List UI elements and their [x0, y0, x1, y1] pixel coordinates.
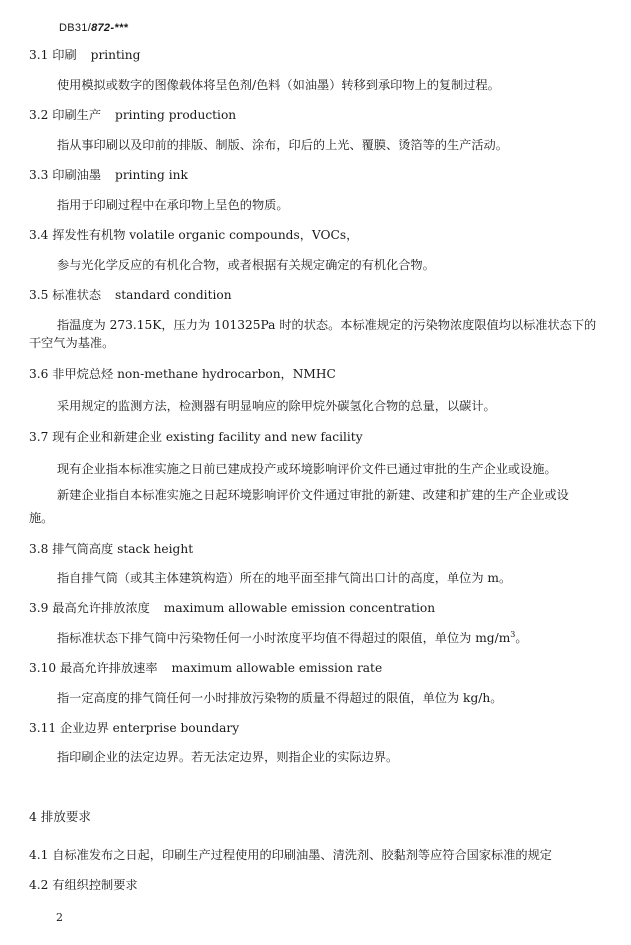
definition-text: 指印刷企业的法定边界。若无法定边界，则指企业的实际边界。: [57, 750, 399, 764]
term-en: maximum allowable emission rate: [171, 661, 383, 675]
term-heading: [29, 601, 435, 616]
definition-text: 使用模拟或数字的图像载体将呈色剂/色料（如油墨）转移到承印物上的复制过程。: [57, 78, 500, 92]
term-en: printing production: [115, 108, 237, 122]
clause-heading: 4.2 有组织控制要求: [29, 878, 138, 892]
term-zh: 印刷生产: [52, 108, 102, 122]
term-zh: 企业边界: [60, 721, 109, 735]
definition-text: 指用于印刷过程中在承印物上呈色的物质。: [57, 198, 289, 212]
term-heading: [29, 228, 358, 243]
term-zh: 挥发性有机物: [52, 228, 126, 242]
term-number: 3.7: [29, 430, 49, 444]
term-number: 3.4: [29, 228, 49, 242]
term-heading: [29, 288, 232, 303]
term-zh: 非甲烷总烃: [52, 367, 114, 381]
clause-text: 4.1 自标准发布之日起，印刷生产过程使用的印刷油墨、清洗剂、胶黏剂等应符合国家标准的规定: [29, 848, 552, 862]
term-number: 3.5: [29, 288, 49, 302]
term-zh: 印刷: [52, 48, 77, 62]
definition-text: 参与光化学反应的有机化合物，或者根据有关规定确定的有机化合物。: [57, 258, 435, 272]
term-en: enterprise boundary: [112, 721, 240, 735]
definition-text: 指温度为 273.15K，压力为 101325Pa 时的状态。本标准规定的污染物浓度限值均以标准状态下的: [57, 318, 597, 332]
page-number: 2: [56, 911, 63, 924]
standard-prefix: DB31/: [59, 22, 92, 34]
term-number: 3.6: [29, 367, 49, 381]
term-zh: 排气筒高度: [52, 542, 114, 556]
term-en: existing facility and new facility: [165, 430, 363, 444]
document-header: [59, 22, 128, 34]
section-heading: 4 排放要求: [29, 809, 91, 824]
term-heading: [29, 661, 382, 676]
definition-text-continued: 干空气为基准。: [29, 336, 115, 350]
term-zh: 现有企业和新建企业: [52, 430, 162, 444]
unit-superscript: 3: [510, 629, 516, 639]
term-zh: 印刷油墨: [52, 168, 102, 182]
term-heading: [29, 108, 236, 123]
term-heading: [29, 48, 140, 63]
definition-text: 现有企业指本标准实施之日前已建成投产或环境影响评价文件已通过审批的生产企业或设施。: [57, 462, 557, 476]
term-number: 3.9: [29, 601, 49, 615]
term-zh: 标准状态: [52, 288, 102, 302]
term-heading: [29, 367, 336, 382]
term-number: 3.2: [29, 108, 49, 122]
term-number: 3.11: [29, 721, 57, 735]
definition-text: 采用规定的监测方法，检测器有明显响应的除甲烷外碳氢化合物的总量，以碳计。: [57, 399, 496, 413]
term-heading: [29, 430, 363, 445]
definition-text: 指一定高度的排气筒任何一小时排放污染物的质量不得超过的限值，单位为 kg/h。: [57, 691, 503, 705]
term-en: stack height: [117, 542, 194, 556]
definition-body: 指标准状态下排气筒中污染物任何一小时浓度平均值不得超过的限值，单位为 mg/m: [57, 631, 511, 645]
term-en: printing: [90, 48, 141, 62]
term-heading: [29, 168, 188, 183]
term-en: maximum allowable emission concentration: [163, 601, 436, 615]
term-zh: 最高允许排放浓度: [52, 601, 150, 615]
term-heading: [29, 542, 193, 557]
standard-code: 872-***: [91, 22, 129, 34]
definition-text: 新建企业指自本标准实施之日起环境影响评价文件通过审批的新建、改建和扩建的生产企业或设: [57, 488, 569, 502]
term-number: 3.3: [29, 168, 49, 182]
definition-text: [57, 631, 528, 646]
term-en: printing ink: [115, 168, 188, 182]
term-en: non-methane hydrocarbon，NMHC: [117, 367, 336, 381]
term-number: 3.10: [29, 661, 57, 675]
term-en: standard condition: [115, 288, 232, 302]
definition-end: 。: [515, 631, 528, 645]
definition-text-continued: 施。: [29, 511, 54, 525]
definition-text: 指自排气筒（或其主体建筑构造）所在的地平面至排气筒出口计的高度，单位为 m。: [57, 571, 512, 585]
definition-text: 指从事印刷以及印前的排版、制版、涂布，印后的上光、覆膜、烫箔等的生产活动。: [57, 138, 508, 152]
term-number: 3.1: [29, 48, 49, 62]
term-number: 3.8: [29, 542, 49, 556]
term-zh: 最高允许排放速率: [60, 661, 158, 675]
term-heading: [29, 721, 239, 736]
term-en: volatile organic compounds，VOCs，: [129, 228, 359, 242]
